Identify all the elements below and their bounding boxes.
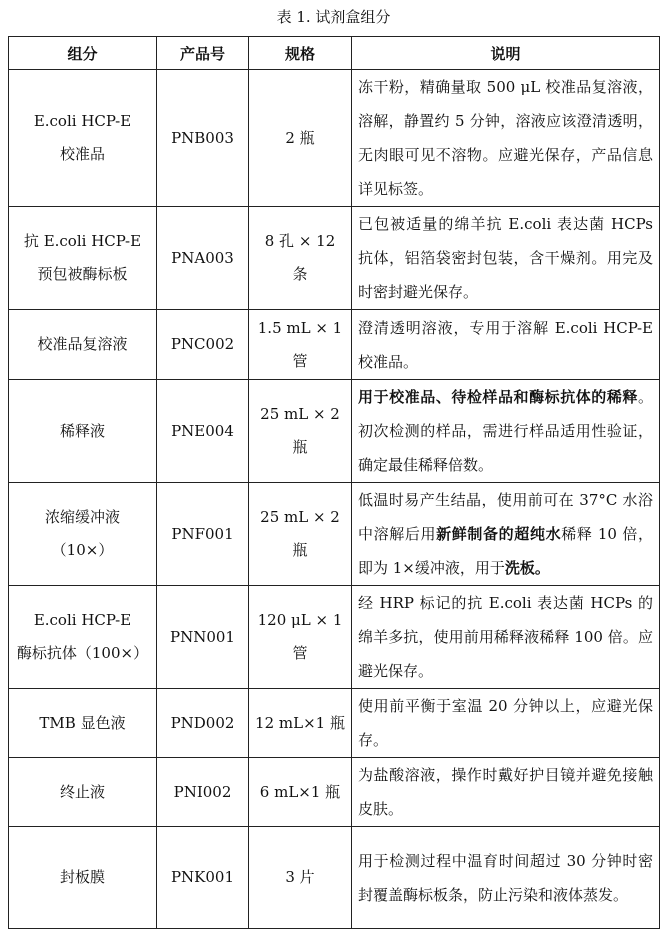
component-name-line2: 校准品 <box>59 145 105 163</box>
cell-description <box>352 483 660 586</box>
cell-description <box>352 70 660 207</box>
header-component: 组分 <box>9 37 157 70</box>
table-row <box>9 689 660 758</box>
description-bold-text: 新鲜制备的超纯水 <box>436 525 562 543</box>
cell-component <box>9 70 157 207</box>
description-text: 低温时易产生结晶，使用前可在 37°C 水浴中溶解后用 <box>358 491 653 543</box>
cell-description <box>352 310 660 380</box>
component-name-line1: 稀释液 <box>59 421 105 440</box>
table-row <box>9 207 660 310</box>
description-text: 澄清透明溶液，专用于溶解 E.coli HCP-E 校准品。 <box>358 318 653 371</box>
cell-product-code: PNE004 <box>157 380 249 483</box>
cell-component <box>9 586 157 689</box>
cell-product-code: PNK001 <box>157 827 249 929</box>
cell-component <box>9 827 157 929</box>
description-text: 使用前平衡于室温 20 分钟以上，应避光保存。 <box>358 697 653 749</box>
cell-spec: 120 μL × 1 管 <box>249 586 352 689</box>
table-row <box>9 758 660 827</box>
component-name-line1: E.coli HCP-E <box>33 112 132 130</box>
cell-component <box>9 483 157 586</box>
cell-product-code: PND002 <box>157 689 249 758</box>
cell-spec: 3 片 <box>249 827 352 929</box>
component-name-line1: 校准品复溶液 <box>37 335 128 353</box>
header-spec: 规格 <box>249 37 352 70</box>
cell-component <box>9 380 157 483</box>
description-bold-text: 洗板。 <box>504 559 550 577</box>
cell-component <box>9 758 157 827</box>
table-caption: 表 1. 试剂盒组分 <box>276 8 391 26</box>
cell-description <box>352 758 660 827</box>
table-row <box>9 483 660 586</box>
description-text: 已包被适量的绵羊抗 E.coli 表达菌 HCPs 抗体，铝箔袋密封包装，含干燥剂。用完及时密封避光保存。 <box>358 215 653 301</box>
cell-product-code: PNB003 <box>157 70 249 207</box>
component-name-line1: 抗 E.coli HCP-E <box>23 232 142 250</box>
cell-spec: 1.5 mL × 1 管 <box>249 310 352 380</box>
cell-description <box>352 827 660 929</box>
description-text: 冻干粉，精确量取 500 μL 校准品复溶液，溶解，静置约 5 分钟，溶液应该澄清透明，无肉眼可见不溶物。应避光保存，产品信息详见标签。 <box>358 78 653 198</box>
cell-spec: 25 mL × 2 瓶 <box>249 380 352 483</box>
component-name-line1: TMB 显色液 <box>39 713 126 732</box>
description-text: 用于检测过程中温育时间超过 30 分钟时密封覆盖酶标板条，防止污染和液体蒸发。 <box>358 851 653 904</box>
cell-component <box>9 689 157 758</box>
cell-component <box>9 310 157 380</box>
cell-spec: 25 mL × 2 瓶 <box>249 483 352 586</box>
cell-spec: 2 瓶 <box>249 70 352 207</box>
cell-product-code: PNF001 <box>157 483 249 586</box>
component-name-line1: 终止液 <box>59 782 105 801</box>
component-name-line2: 预包被酶标板 <box>37 265 128 283</box>
description-text: 稀释 10 倍，即为 1×缓冲液，用于 <box>358 525 653 577</box>
cell-description <box>352 586 660 689</box>
component-name-line2: 酶标抗体（100×） <box>16 644 149 662</box>
description-text: 为盐酸溶液，操作时戴好护目镜并避免接触皮肤。 <box>358 766 653 818</box>
cell-description <box>352 207 660 310</box>
component-name-line1: 浓缩缓冲液 <box>44 508 120 526</box>
cell-spec: 12 mL×1 瓶 <box>249 689 352 758</box>
cell-product-code: PNC002 <box>157 310 249 380</box>
cell-product-code: PNN001 <box>157 586 249 689</box>
table-row <box>9 586 660 689</box>
table-header-row <box>9 37 660 70</box>
component-name-line2: （10×） <box>51 541 114 559</box>
table-row <box>9 70 660 207</box>
cell-product-code: PNI002 <box>157 758 249 827</box>
cell-spec: 8 孔 × 12 条 <box>249 207 352 310</box>
description-text: 经 HRP 标记的抗 E.coli 表达菌 HCPs 的绵羊多抗，使用前用稀释液稀释 100 倍。应避光保存。 <box>358 594 653 680</box>
table-row <box>9 827 660 929</box>
header-description: 说明 <box>352 37 660 70</box>
cell-component <box>9 207 157 310</box>
header-product-code: 产品号 <box>157 37 249 70</box>
description-bold-text: 用于校准品、待检样品和酶标抗体的稀释 <box>358 388 638 406</box>
cell-product-code: PNA003 <box>157 207 249 310</box>
cell-description <box>352 689 660 758</box>
component-name-line1: 封板膜 <box>59 868 105 886</box>
cell-description <box>352 380 660 483</box>
cell-spec: 6 mL×1 瓶 <box>249 758 352 827</box>
component-name-line1: E.coli HCP-E <box>33 611 132 629</box>
table-row <box>9 380 660 483</box>
kit-components-table <box>8 36 660 929</box>
description-text: 。初次检测的样品，需进行样品适用性验证，确定最佳稀释倍数。 <box>358 388 653 474</box>
table-row <box>9 310 660 380</box>
